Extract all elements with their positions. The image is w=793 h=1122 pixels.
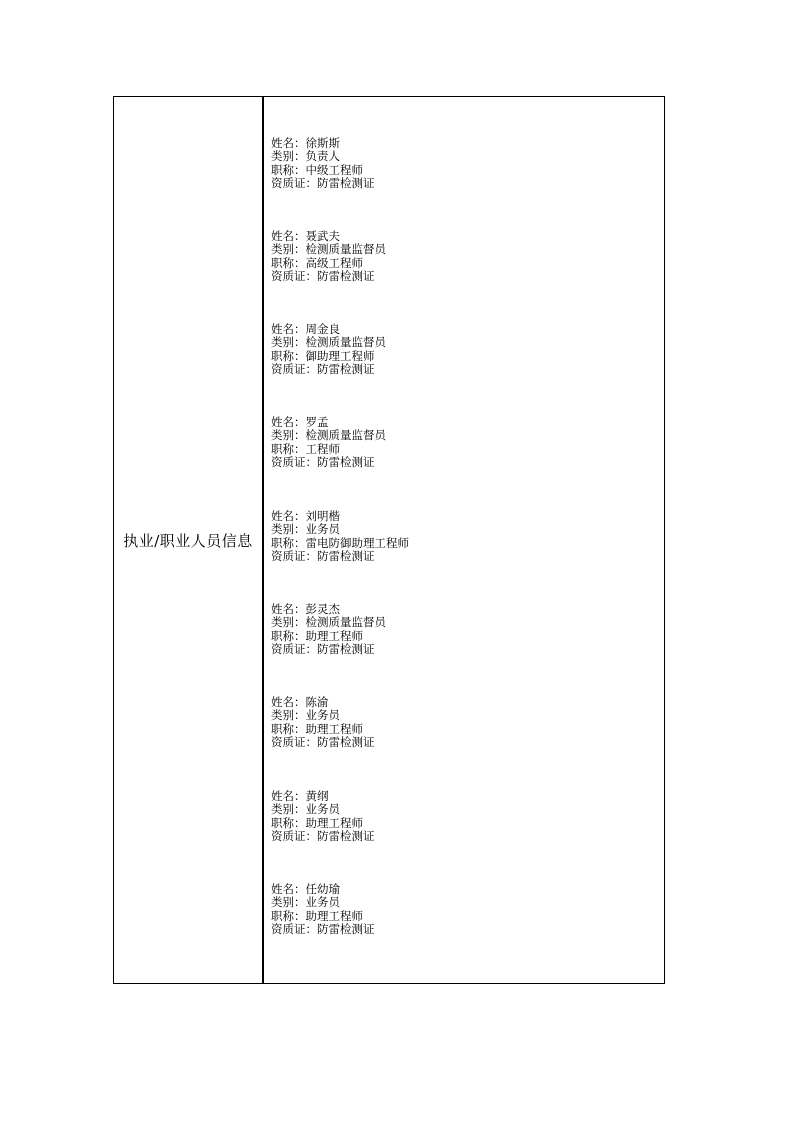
- person-certificate: 防雷检测证: [317, 921, 375, 936]
- person-title: 御助理工程师: [305, 348, 375, 363]
- person-certificate: 防雷检测证: [317, 175, 375, 190]
- person-entry: [271, 230, 386, 283]
- person-category: 业务员: [305, 522, 340, 537]
- name-label: 姓名：: [271, 695, 306, 709]
- category-row: [271, 429, 386, 442]
- title-row: [271, 630, 386, 643]
- section-label: 执业/职业人员信息: [123, 531, 253, 550]
- name-label: 姓名：: [271, 882, 306, 896]
- title-label: 职称：: [271, 441, 306, 456]
- person-category: 检测质量监督员: [305, 615, 386, 630]
- certificate-row: [271, 830, 375, 843]
- title-label: 职称：: [271, 348, 306, 363]
- person-entry: [271, 416, 386, 469]
- name-row: [271, 137, 375, 150]
- person-title: 助理工程师: [305, 721, 363, 736]
- person-name: 刘明楷: [305, 509, 340, 523]
- title-row: [271, 443, 386, 456]
- certificate-row: [271, 363, 386, 376]
- category-row: [271, 150, 375, 163]
- category-row: [271, 336, 386, 349]
- person-name: 聂武夫: [305, 229, 340, 243]
- person-title: 中级工程师: [305, 162, 363, 177]
- person-certificate: 防雷检测证: [317, 454, 375, 469]
- title-row: [271, 723, 375, 736]
- person-title: 高级工程师: [305, 255, 363, 270]
- name-row: [271, 696, 375, 709]
- category-label: 类别：: [271, 335, 306, 350]
- person-entry: [271, 696, 375, 749]
- certificate-label: 资质证：: [271, 361, 317, 376]
- category-label: 类别：: [271, 615, 306, 630]
- title-row: [271, 817, 375, 830]
- person-name: 周金良: [305, 322, 340, 336]
- title-label: 职称：: [271, 628, 306, 643]
- name-label: 姓名：: [271, 509, 306, 523]
- category-row: [271, 523, 409, 536]
- name-label: 姓名：: [271, 136, 306, 150]
- person-category: 业务员: [305, 895, 340, 910]
- title-row: [271, 164, 375, 177]
- person-title: 助理工程师: [305, 815, 363, 830]
- name-row: [271, 510, 409, 523]
- person-title: 助理工程师: [305, 628, 363, 643]
- name-label: 姓名：: [271, 415, 306, 429]
- person-category: 业务员: [305, 802, 340, 817]
- title-label: 职称：: [271, 815, 306, 830]
- person-name: 任幼瑜: [305, 882, 340, 896]
- category-row: [271, 896, 375, 909]
- certificate-row: [271, 736, 375, 749]
- personnel-list-cell: [264, 97, 664, 983]
- name-row: [271, 323, 386, 336]
- certificate-row: [271, 923, 375, 936]
- category-label: 类别：: [271, 708, 306, 723]
- certificate-label: 资质证：: [271, 454, 317, 469]
- person-certificate: 防雷检测证: [317, 548, 375, 563]
- person-category: 负责人: [305, 149, 340, 164]
- person-name: 黄纲: [305, 789, 329, 803]
- certificate-label: 资质证：: [271, 548, 317, 563]
- certificate-label: 资质证：: [271, 641, 317, 656]
- certificate-label: 资质证：: [271, 921, 317, 936]
- section-label-cell: [114, 97, 264, 983]
- certificate-row: [271, 270, 386, 283]
- person-category: 检测质量监督员: [305, 428, 386, 443]
- certificate-label: 资质证：: [271, 734, 317, 749]
- personnel-info-table: [113, 96, 665, 984]
- title-row: [271, 350, 386, 363]
- person-entry: [271, 510, 409, 563]
- person-category: 业务员: [305, 708, 340, 723]
- person-entry: [271, 137, 375, 190]
- name-row: [271, 230, 386, 243]
- person-category: 检测质量监督员: [305, 242, 386, 257]
- certificate-label: 资质证：: [271, 828, 317, 843]
- person-certificate: 防雷检测证: [317, 641, 375, 656]
- name-label: 姓名：: [271, 229, 306, 243]
- person-name: 彭灵杰: [305, 602, 340, 616]
- category-label: 类别：: [271, 428, 306, 443]
- certificate-row: [271, 177, 375, 190]
- certificate-row: [271, 643, 386, 656]
- person-name: 罗孟: [305, 415, 329, 429]
- title-label: 职称：: [271, 162, 306, 177]
- person-entry: [271, 323, 386, 376]
- person-certificate: 防雷检测证: [317, 734, 375, 749]
- category-row: [271, 709, 375, 722]
- category-label: 类别：: [271, 802, 306, 817]
- name-label: 姓名：: [271, 789, 306, 803]
- person-certificate: 防雷检测证: [317, 268, 375, 283]
- title-row: [271, 910, 375, 923]
- certificate-label: 资质证：: [271, 268, 317, 283]
- person-entry: [271, 883, 375, 936]
- category-row: [271, 616, 386, 629]
- person-name: 徐斯斯: [305, 136, 340, 150]
- person-entry: [271, 603, 386, 656]
- person-title: 助理工程师: [305, 908, 363, 923]
- person-certificate: 防雷检测证: [317, 361, 375, 376]
- person-title: 工程师: [305, 441, 340, 456]
- title-row: [271, 537, 409, 550]
- category-row: [271, 803, 375, 816]
- title-label: 职称：: [271, 255, 306, 270]
- name-row: [271, 883, 375, 896]
- name-label: 姓名：: [271, 602, 306, 616]
- category-label: 类别：: [271, 242, 306, 257]
- name-row: [271, 416, 386, 429]
- person-title: 雷电防御助理工程师: [305, 535, 409, 550]
- name-row: [271, 603, 386, 616]
- person-name: 陈渝: [305, 695, 329, 709]
- certificate-row: [271, 550, 409, 563]
- name-label: 姓名：: [271, 322, 306, 336]
- category-label: 类别：: [271, 149, 306, 164]
- category-row: [271, 243, 386, 256]
- certificate-label: 资质证：: [271, 175, 317, 190]
- name-row: [271, 790, 375, 803]
- title-label: 职称：: [271, 535, 306, 550]
- category-label: 类别：: [271, 522, 306, 537]
- person-entry: [271, 790, 375, 843]
- title-label: 职称：: [271, 721, 306, 736]
- title-label: 职称：: [271, 908, 306, 923]
- person-certificate: 防雷检测证: [317, 828, 375, 843]
- person-category: 检测质量监督员: [305, 335, 386, 350]
- category-label: 类别：: [271, 895, 306, 910]
- certificate-row: [271, 456, 386, 469]
- title-row: [271, 257, 386, 270]
